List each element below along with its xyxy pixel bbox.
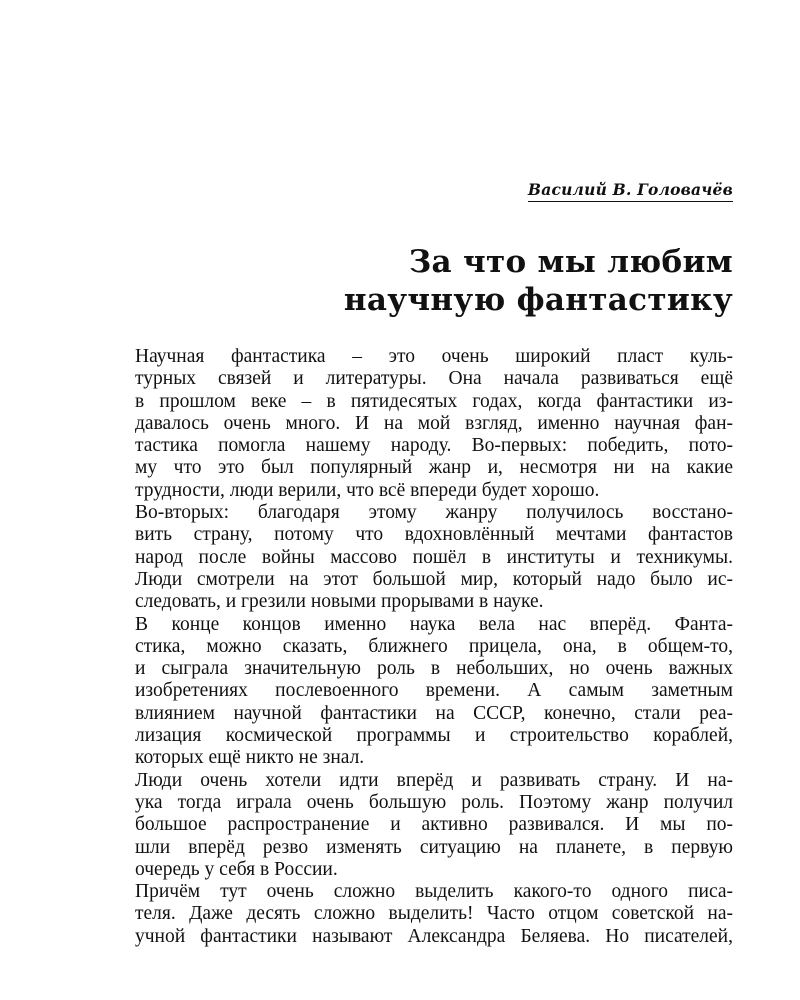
text-line: очередь у себя в России. (135, 858, 338, 880)
paragraph (97, 770, 733, 881)
text-line: Причём тут очень сложно выделить какого-то одного писа- (135, 881, 733, 903)
text-line: тастика помогла нашему народу. Во-первых: победить, пото- (135, 435, 733, 457)
text-line: и сыграла значительную роль в небольших, но очень важных (135, 658, 733, 680)
text-line: изобретениях послевоенного времени. А самым заметным (135, 680, 733, 702)
paragraph (97, 614, 733, 770)
text-line: лизация космической программы и строительство кораблей, (135, 725, 733, 747)
text-line: в прошлом веке – в пятидесятых годах, когда фантастики из- (135, 390, 733, 412)
body-text (97, 346, 733, 948)
text-line: В конце концов именно наука вела нас вперёд. Фанта- (135, 613, 733, 635)
text-line: большое распространение и активно развивался. И мы по- (135, 814, 733, 836)
text-line: давалось очень много. И на мой взгляд, именно научная фан- (135, 412, 733, 434)
chapter-title-line: научную фантастику (343, 282, 733, 318)
text-line: влиянием научной фантастики на СССР, конечно, стали реа- (135, 702, 733, 724)
text-line: Научная фантастика – это очень широкий пласт куль- (135, 346, 733, 367)
text-line: шли вперёд резво изменять ситуацию на планете, в первую (135, 836, 733, 858)
text-line: турных связей и литературы. Она начала развиваться ещё (135, 368, 733, 390)
text-line: му что это был популярный жанр и, несмотря ни на какие (135, 457, 733, 479)
text-line: которых ещё никто не знал. (135, 747, 365, 769)
text-line: следовать, и грезили новыми прорывами в науке. (135, 591, 544, 613)
text-line: трудности, люди верили, что всё впереди будет хорошо. (135, 479, 600, 501)
text-line: народ после войны массово пошёл в институты и техникумы. (135, 546, 733, 568)
text-line: Люди смотрели на этот большой мир, который надо было ис- (135, 568, 733, 590)
text-line: вить страну, потому что вдохновлённый мечтами фантастов (135, 524, 733, 546)
text-line: Во-вторых: благодаря этому жанру получилось восстано- (135, 502, 733, 524)
text-line: теля. Даже десять сложно выделить! Часто отцом советской на- (135, 903, 733, 925)
book-page (97, 0, 733, 1000)
chapter-title (344, 243, 733, 319)
text-line: ука тогда играла очень большую роль. Поэтому жанр получил (135, 791, 733, 813)
text-line: Люди очень хотели идти вперёд и развивать страну. И на- (135, 769, 733, 791)
paragraph (97, 502, 733, 613)
author-name: Василий В. Головачёв (528, 180, 733, 202)
chapter-title-line: За что мы любим (408, 244, 733, 280)
text-line: учной фантастики называют Александра Беляева. Но писателей, (135, 925, 733, 947)
text-line: стика, можно сказать, ближнего прицела, она, в общем-то, (135, 635, 733, 657)
paragraph (97, 346, 733, 502)
paragraph (97, 881, 733, 948)
